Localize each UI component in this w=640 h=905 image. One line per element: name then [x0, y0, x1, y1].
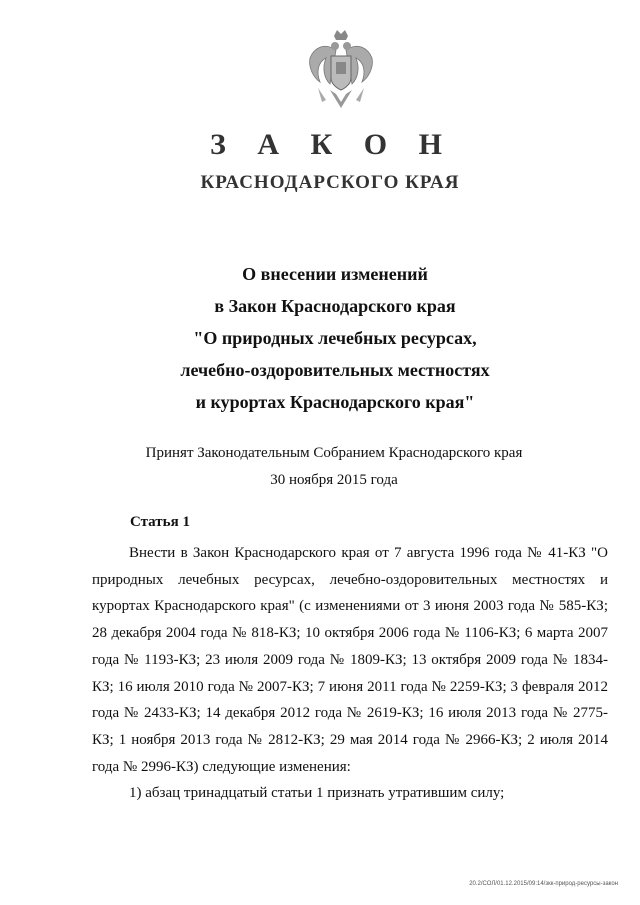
- coat-of-arms-icon: [300, 28, 382, 118]
- law-title: З А К О Н: [210, 128, 454, 161]
- law-name: [0, 258, 640, 418]
- law-name-line: лечебно-оздоровительных местностях: [180, 360, 490, 380]
- law-name-line: "О природных лечебных ресурсах,: [193, 328, 477, 348]
- law-region: КРАСНОДАРСКОГО КРАЯ: [200, 172, 460, 193]
- law-name-line: в Закон Краснодарского края: [214, 296, 456, 316]
- adoption-note: [0, 440, 640, 494]
- article-paragraph: 1) абзац тринадцатый статьи 1 признать утратившим силу;: [129, 785, 505, 802]
- adoption-body: Принят Законодательным Собранием Краснодарского края: [145, 445, 523, 461]
- article-title: Статья 1: [130, 514, 190, 530]
- document-code: 20.2/СОЛ/01.12.2015/09:14/зкк-природ-ресурсы-закон: [469, 881, 618, 887]
- adoption-date: 30 ноября 2015 года: [270, 472, 398, 488]
- law-name-line: О внесении изменений: [242, 264, 428, 284]
- article-body: [92, 540, 608, 807]
- law-name-line: и курортах Краснодарского края": [195, 392, 475, 412]
- article-paragraph: Внести в Закон Краснодарского края от 7 августа 1996 года № 41-КЗ "О природных лечебных ресурсах, лечебно-оздоровительных местностях и курортах Краснодарского края" (с изменениями от 3 июня 2003 года № 585-КЗ; 28 декабря 2004 года № 818-КЗ; 10 октября 2006 года № 1106-КЗ; 6 марта 2007 года № 1193-КЗ; 23 июля 2009 года № 1809-КЗ; 13 октября 2009 года № 1834-КЗ; 16 июля 2010 года № 2007-КЗ; 7 июня 2011 года № 2259-КЗ; 3 февраля 2012 года № 2433-КЗ; 14 декабря 2012 года № 2619-КЗ; 16 июля 2013 года № 2775-КЗ; 1 ноября 2013 года № 2812-КЗ; 29 мая 2014 года № 2966-КЗ; 2 июля 2014 года № 2996-КЗ) следующие изменения:: [92, 545, 608, 775]
